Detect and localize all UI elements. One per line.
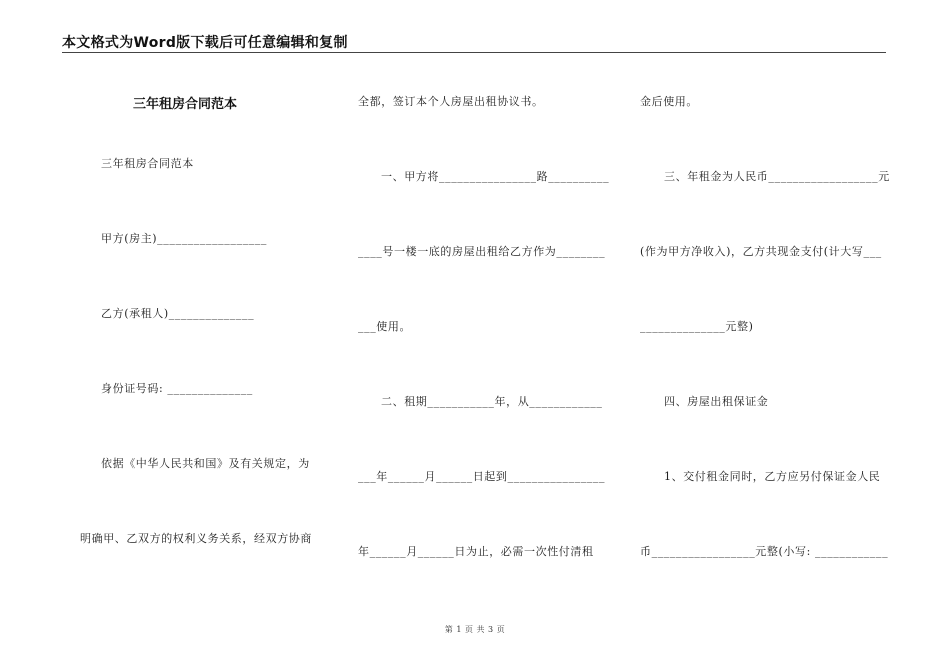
text-line: ___年______月______日起到________________ bbox=[358, 470, 606, 483]
text-line: 二、租期___________年，从____________ bbox=[381, 395, 603, 408]
text-line: 一、甲方将________________路__________ bbox=[381, 170, 610, 183]
text-line: ___使用。 bbox=[358, 320, 412, 333]
text-line: 年______月______日为止，必需一次性付清租 bbox=[358, 545, 594, 558]
text-line: ______________元整) bbox=[640, 320, 754, 333]
text-line: 身份证号码: ______________ bbox=[101, 382, 253, 395]
page-header: 本文格式为Word版下载后可任意编辑和复制 bbox=[62, 35, 348, 51]
text-line: 乙方(承租人)______________ bbox=[101, 307, 255, 320]
text-line: ____号一楼一底的房屋出租给乙方作为________ bbox=[358, 245, 606, 258]
header-divider bbox=[62, 52, 886, 53]
text-line: 金后使用。 bbox=[640, 95, 698, 108]
document-title: 三年租房合同范本 bbox=[133, 97, 238, 112]
text-line: 明确甲、乙双方的权利义务关系，经双方协商 bbox=[80, 532, 312, 545]
text-line: (作为甲方净收入)，乙方共现金支付(计大写___ bbox=[640, 245, 882, 258]
text-line: 全都，签订本个人房屋出租协议书。 bbox=[358, 95, 544, 108]
page-number: 第 1 页 共 3 页 bbox=[444, 625, 506, 634]
text-line: 甲方(房主)__________________ bbox=[101, 232, 267, 245]
text-line: 币_________________元整(小写: ____________ bbox=[640, 545, 889, 558]
text-line: 四、房屋出租保证金 bbox=[664, 395, 769, 408]
text-line: 三、年租金为人民币__________________元 bbox=[664, 170, 890, 183]
text-line: 依据《中华人民共和国》及有关规定，为 bbox=[101, 457, 310, 470]
text-line: 1、交付租金同时，乙方应另付保证金人民 bbox=[664, 470, 881, 483]
text-line: 三年租房合同范本 bbox=[101, 157, 194, 170]
